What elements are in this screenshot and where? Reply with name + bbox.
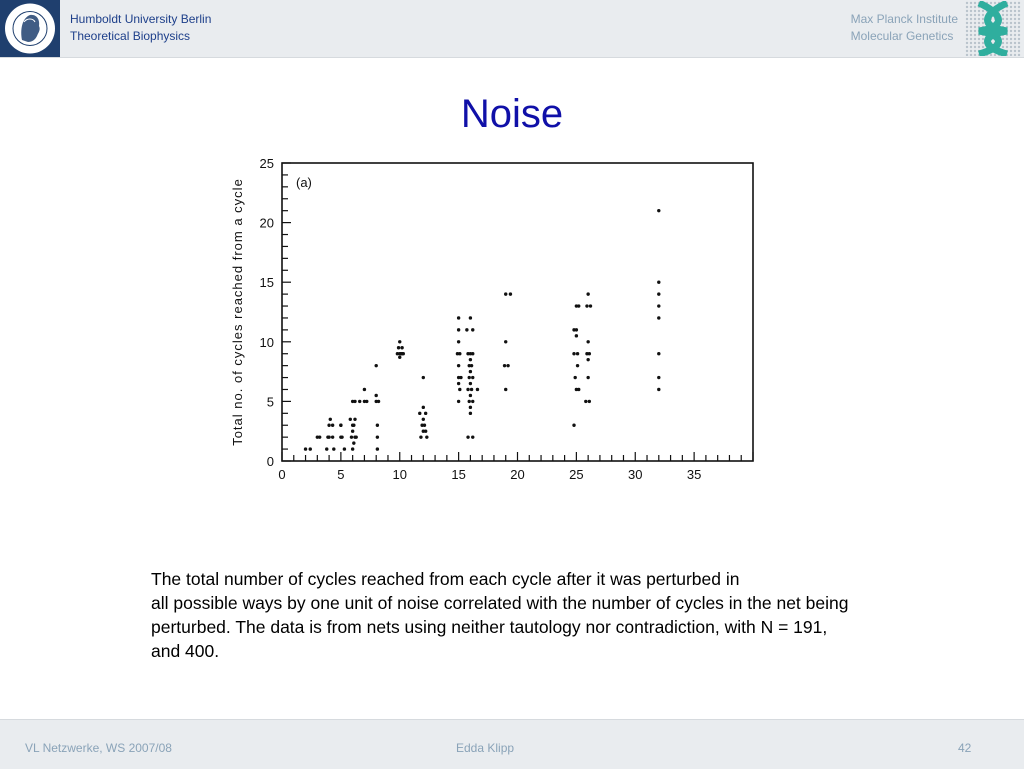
data-point <box>585 304 588 307</box>
data-point <box>584 400 587 403</box>
data-point <box>309 447 312 450</box>
university-line-1: Humboldt University Berlin <box>70 12 212 26</box>
header-bar <box>0 0 1024 58</box>
y-tick-label: 20 <box>259 215 274 231</box>
data-point <box>575 334 578 337</box>
data-point <box>503 364 506 367</box>
data-point <box>470 364 473 367</box>
data-point <box>657 376 660 379</box>
data-point <box>457 382 460 385</box>
data-point <box>352 441 355 444</box>
data-point <box>457 400 460 403</box>
plot-frame <box>282 163 753 461</box>
data-point <box>376 435 379 438</box>
data-point <box>573 376 576 379</box>
data-point <box>471 435 474 438</box>
data-point <box>351 447 354 450</box>
data-point <box>586 358 589 361</box>
data-point <box>422 418 425 421</box>
data-point <box>331 424 334 427</box>
x-tick-label: 10 <box>392 467 407 482</box>
data-point <box>476 388 479 391</box>
data-point <box>327 424 330 427</box>
data-point <box>509 292 512 295</box>
y-tick-label: 5 <box>266 394 274 410</box>
data-point <box>349 418 352 421</box>
data-point <box>504 388 507 391</box>
data-point <box>471 328 474 331</box>
data-point <box>457 316 460 319</box>
data-point <box>575 328 578 331</box>
page-number: 42 <box>958 741 972 755</box>
scatter-chart <box>228 148 758 488</box>
data-point <box>331 435 334 438</box>
data-point <box>657 352 660 355</box>
panel-label: (a) <box>296 175 312 190</box>
data-point <box>466 435 469 438</box>
data-point <box>325 447 328 450</box>
data-point <box>458 388 461 391</box>
data-point <box>469 358 472 361</box>
data-point <box>576 364 579 367</box>
data-point <box>398 356 401 359</box>
footer-author: Edda Klipp <box>456 741 515 755</box>
data-point <box>657 281 660 284</box>
data-point <box>577 304 580 307</box>
figure-caption <box>151 567 971 663</box>
y-tick-label: 10 <box>259 334 274 350</box>
institute-line-2: Molecular Genetics <box>850 29 954 43</box>
data-point <box>466 388 469 391</box>
data-point <box>343 447 346 450</box>
caption-line-4: and 400. <box>151 641 220 661</box>
humboldt-university-logo <box>0 0 60 57</box>
caption-line-2: all possible ways by one unit of noise correlated with the number of cycles in the net being <box>151 593 849 613</box>
data-point <box>376 424 379 427</box>
data-point <box>402 352 405 355</box>
data-point <box>657 209 660 212</box>
data-point <box>398 340 401 343</box>
data-point <box>318 435 321 438</box>
x-tick-label: 20 <box>510 467 525 482</box>
y-tick-label: 0 <box>266 454 274 469</box>
data-point <box>586 376 589 379</box>
data-point <box>657 292 660 295</box>
data-point <box>504 292 507 295</box>
data-point <box>586 340 589 343</box>
footer-bar <box>0 719 1024 769</box>
data-point <box>577 388 580 391</box>
data-point <box>423 424 426 427</box>
data-point <box>375 394 378 397</box>
data-point <box>469 370 472 373</box>
data-point <box>353 400 356 403</box>
y-tick-label: 25 <box>259 156 274 171</box>
university-line-2: Theoretical Biophysics <box>70 29 191 43</box>
y-tick-label: 15 <box>259 275 274 291</box>
data-point <box>504 340 507 343</box>
x-tick-label: 25 <box>569 467 584 482</box>
data-point <box>352 424 355 427</box>
data-point <box>424 430 427 433</box>
data-point <box>418 412 421 415</box>
data-point <box>657 388 660 391</box>
slide-title: Noise <box>460 92 564 136</box>
data-point <box>471 376 474 379</box>
data-point <box>465 328 468 331</box>
university-name <box>70 11 211 45</box>
data-point <box>397 346 400 349</box>
max-planck-dna-logo <box>965 1 1021 56</box>
data-point <box>588 400 591 403</box>
data-point <box>506 364 509 367</box>
x-tick-label: 30 <box>628 467 643 482</box>
x-tick-label: 15 <box>451 467 466 482</box>
chart-svg <box>228 148 758 488</box>
data-point <box>469 412 472 415</box>
data-point <box>329 418 332 421</box>
data-point <box>354 435 357 438</box>
data-point <box>332 447 335 450</box>
data-point <box>586 292 589 295</box>
caption-line-1: The total number of cycles reached from each cycle after it was perturbed in <box>151 569 740 589</box>
data-point <box>351 430 354 433</box>
data-point <box>470 388 473 391</box>
data-point <box>585 352 588 355</box>
data-point <box>576 352 579 355</box>
data-point <box>363 388 366 391</box>
data-point <box>457 364 460 367</box>
institute-line-1: Max Planck Institute <box>850 12 958 26</box>
x-tick-label: 35 <box>686 467 702 482</box>
data-point <box>377 400 380 403</box>
data-point <box>375 364 378 367</box>
x-tick-label: 0 <box>278 467 286 482</box>
data-point <box>353 418 356 421</box>
data-point <box>340 435 343 438</box>
data-point <box>358 400 361 403</box>
data-point <box>458 352 461 355</box>
data-point <box>457 340 460 343</box>
caption-line-3: perturbed. The data is from nets using neither tautology nor contradiction, with N = 191, <box>151 617 828 637</box>
data-point <box>572 352 575 355</box>
data-point <box>471 352 474 355</box>
data-point <box>572 424 575 427</box>
data-point <box>400 346 403 349</box>
y-axis-label: Total no. of cycles reached from a cycle <box>230 178 245 446</box>
data-point <box>469 382 472 385</box>
data-point <box>424 412 427 415</box>
data-point <box>459 376 462 379</box>
footer-course: VL Netzwerke, WS 2007/08 <box>25 741 172 755</box>
data-point <box>419 435 422 438</box>
data-point <box>327 435 330 438</box>
data-point <box>657 316 660 319</box>
institute-name <box>851 11 958 45</box>
data-point <box>589 304 592 307</box>
data-point <box>422 406 425 409</box>
data-point <box>468 400 471 403</box>
data-point <box>350 435 353 438</box>
data-point <box>339 424 342 427</box>
data-point <box>365 400 368 403</box>
data-point <box>304 447 307 450</box>
data-point <box>468 376 471 379</box>
x-tick-label: 5 <box>337 467 345 482</box>
data-point <box>376 447 379 450</box>
data-point <box>425 435 428 438</box>
data-point <box>422 376 425 379</box>
data-point <box>471 400 474 403</box>
data-point <box>469 316 472 319</box>
data-point <box>657 304 660 307</box>
data-point <box>469 394 472 397</box>
data-point <box>457 328 460 331</box>
data-point <box>469 406 472 409</box>
